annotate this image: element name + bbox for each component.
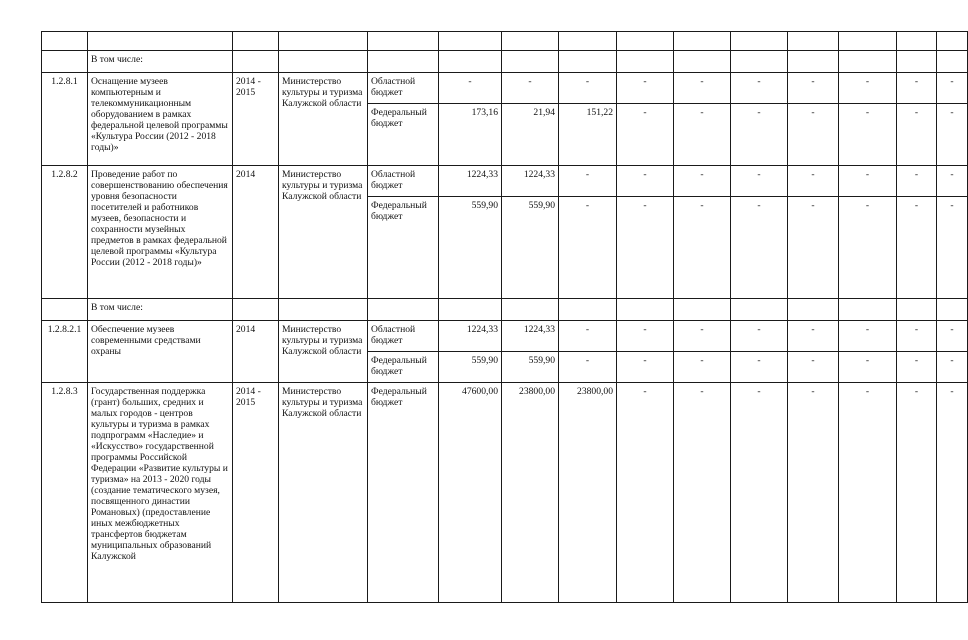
funding-source: Областной бюджет bbox=[368, 73, 439, 104]
amount-cell: - bbox=[559, 352, 617, 383]
amount-cell: - bbox=[839, 166, 897, 197]
amount-cell: 1224,33 bbox=[439, 321, 502, 352]
section-label: В том числе: bbox=[88, 51, 233, 73]
years-cell: 2014 - 2015 bbox=[233, 383, 279, 603]
amount-cell: 1224,33 bbox=[439, 166, 502, 197]
amount-cell: - bbox=[897, 321, 937, 352]
funding-source: Федеральный бюджет bbox=[368, 352, 439, 383]
amount-cell: - bbox=[731, 166, 788, 197]
amount-cell: - bbox=[839, 321, 897, 352]
amount-cell: - bbox=[674, 352, 731, 383]
amount-cell: - bbox=[674, 166, 731, 197]
amount-cell: - bbox=[617, 383, 674, 603]
amount-cell: 47600,00 bbox=[439, 383, 502, 603]
amount-cell: - bbox=[559, 73, 617, 104]
amount-cell: - bbox=[788, 383, 839, 603]
funding-source: Федеральный бюджет bbox=[368, 104, 439, 166]
row-number: 1.2.8.2.1 bbox=[42, 321, 88, 383]
activity-title: Обеспечение музеев современными средствами охраны bbox=[88, 321, 233, 383]
funding-source: Федеральный бюджет bbox=[368, 197, 439, 299]
amount-cell: 173,16 bbox=[439, 104, 502, 166]
amount-cell: - bbox=[897, 104, 937, 166]
amount-cell: - bbox=[897, 352, 937, 383]
amount-cell: - bbox=[617, 321, 674, 352]
table-row bbox=[42, 166, 968, 197]
amount-cell: - bbox=[839, 383, 897, 603]
budget-table bbox=[41, 31, 968, 603]
amount-cell: - bbox=[617, 197, 674, 299]
amount-cell: 23800,00 bbox=[559, 383, 617, 603]
amount-cell: 559,90 bbox=[439, 197, 502, 299]
amount-cell: - bbox=[674, 73, 731, 104]
amount-cell: - bbox=[788, 321, 839, 352]
amount-cell: 1224,33 bbox=[502, 166, 559, 197]
table-row bbox=[42, 73, 968, 104]
funding-source: Федеральный бюджет bbox=[368, 383, 439, 603]
row-number: 1.2.8.1 bbox=[42, 73, 88, 166]
budget-document-page bbox=[41, 31, 954, 601]
table-row bbox=[42, 299, 968, 321]
amount-cell: - bbox=[897, 166, 937, 197]
amount-cell: - bbox=[731, 352, 788, 383]
amount-cell: - bbox=[559, 166, 617, 197]
activity-title: Государственная поддержка (грант) больших, средних и малых городов - центров культуры и туризма в рамках подпрограмм «Наследие» и «Искусство» государственной программы Российской Федерации «Развитие культуры и туризма» на 2013 - 2020 годы (создание тематического музея, посвященного династии Романовых) (предоставление иных межбюджетных трансфертов бюджетам муниципальных образований Калужской bbox=[88, 383, 233, 603]
amount-cell: 151,22 bbox=[559, 104, 617, 166]
amount-cell: - bbox=[897, 383, 937, 603]
executor-cell: Министерство культуры и туризма Калужской области bbox=[279, 321, 368, 383]
amount-cell: - bbox=[897, 197, 937, 299]
executor-cell: Министерство культуры и туризма Калужской области bbox=[279, 73, 368, 166]
amount-cell: - bbox=[937, 73, 968, 104]
amount-cell: - bbox=[897, 73, 937, 104]
amount-cell: - bbox=[937, 166, 968, 197]
amount-cell: - bbox=[674, 321, 731, 352]
row-number: 1.2.8.3 bbox=[42, 383, 88, 603]
amount-cell: - bbox=[731, 73, 788, 104]
funding-source: Областной бюджет bbox=[368, 321, 439, 352]
funding-source: Областной бюджет bbox=[368, 166, 439, 197]
amount-cell: - bbox=[788, 104, 839, 166]
executor-cell: Министерство культуры и туризма Калужской области bbox=[279, 166, 368, 299]
amount-cell: 559,90 bbox=[439, 352, 502, 383]
amount-cell: - bbox=[788, 197, 839, 299]
amount-cell: - bbox=[937, 321, 968, 352]
table-row bbox=[42, 51, 968, 73]
amount-cell: - bbox=[674, 104, 731, 166]
executor-cell: Министерство культуры и туризма Калужской области bbox=[279, 383, 368, 603]
amount-cell: - bbox=[731, 104, 788, 166]
amount-cell: 21,94 bbox=[502, 104, 559, 166]
amount-cell: 1224,33 bbox=[502, 321, 559, 352]
amount-cell: - bbox=[788, 352, 839, 383]
amount-cell: - bbox=[559, 321, 617, 352]
amount-cell: - bbox=[937, 197, 968, 299]
amount-cell: - bbox=[788, 73, 839, 104]
table-row bbox=[42, 32, 968, 51]
amount-cell: - bbox=[937, 383, 968, 603]
amount-cell: - bbox=[731, 321, 788, 352]
amount-cell: 559,90 bbox=[502, 352, 559, 383]
row-number: 1.2.8.2 bbox=[42, 166, 88, 299]
amount-cell: 23800,00 bbox=[502, 383, 559, 603]
amount-cell: - bbox=[674, 383, 731, 603]
amount-cell: - bbox=[839, 197, 897, 299]
amount-cell: - bbox=[674, 197, 731, 299]
amount-cell: - bbox=[788, 166, 839, 197]
section-label: В том числе: bbox=[88, 299, 233, 321]
amount-cell: 559,90 bbox=[502, 197, 559, 299]
amount-cell: - bbox=[617, 352, 674, 383]
amount-cell: - bbox=[839, 73, 897, 104]
amount-cell: - bbox=[617, 73, 674, 104]
amount-cell: - bbox=[559, 197, 617, 299]
amount-cell: - bbox=[937, 104, 968, 166]
amount-cell: - bbox=[839, 104, 897, 166]
amount-cell: - bbox=[839, 352, 897, 383]
activity-title: Оснащение музеев компьютерным и телекоммуникационным оборудованием в рамках федеральной целевой программы «Культура России (2012 - 2018 годы)» bbox=[88, 73, 233, 166]
amount-cell: - bbox=[617, 104, 674, 166]
amount-cell: - bbox=[439, 73, 502, 104]
amount-cell: - bbox=[731, 197, 788, 299]
amount-cell: - bbox=[937, 352, 968, 383]
years-cell: 2014 - 2015 bbox=[233, 73, 279, 166]
years-cell: 2014 bbox=[233, 321, 279, 383]
years-cell: 2014 bbox=[233, 166, 279, 299]
table-row bbox=[42, 321, 968, 352]
table-row bbox=[42, 383, 968, 603]
amount-cell: - bbox=[617, 166, 674, 197]
activity-title: Проведение работ по совершенствованию обеспечения уровня безопасности посетителей и работников музеев, безопасности и сохранности музейных предметов в рамках федеральной целевой программы «Культура России (2012 - 2018 годы)» bbox=[88, 166, 233, 299]
amount-cell: - bbox=[731, 383, 788, 603]
amount-cell: - bbox=[502, 73, 559, 104]
